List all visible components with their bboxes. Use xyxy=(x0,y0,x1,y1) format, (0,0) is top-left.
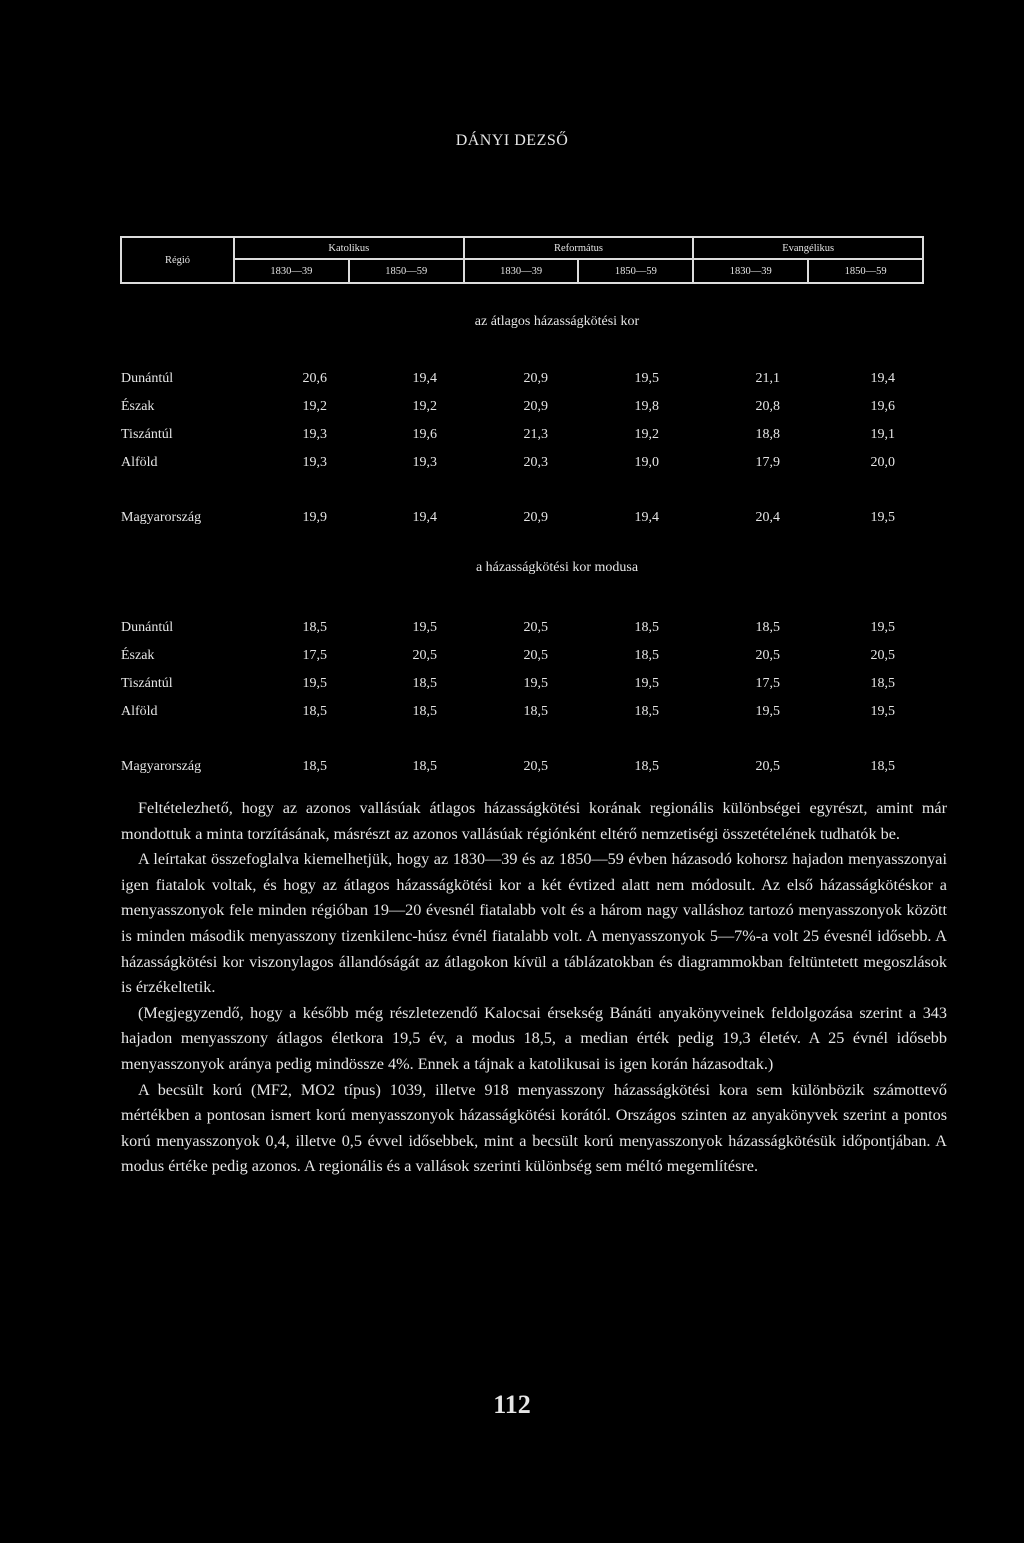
table-cell: 19,1 xyxy=(870,427,895,442)
section-title-average: az átlagos házasságkötési kor xyxy=(474,314,640,329)
table-cell: 18,5 xyxy=(302,620,327,635)
table-cell: 17,5 xyxy=(302,648,327,663)
table-cell: 19,5 xyxy=(870,620,895,635)
table-row-total xyxy=(0,759,1024,779)
paragraph: (Megjegyzendő, hogy a később még részletezendő Kalocsai érsekség Bánáti anyakönyveinek feldolgozása szerint a 343 hajadon menyasszony átlagos életkora 19,5 év, a modus 18,5, a median érték pedig 19,3 életév. A 25 évnél idősebb menyasszonyok aránya pedig mindössze 4%. Ennek a tájnak a katolikusai is igen korán házasodtak.) xyxy=(121,1003,947,1073)
period-header: 1830—39 xyxy=(234,259,349,283)
table-cell: 19,4 xyxy=(870,371,895,386)
region-label: Tiszántúl xyxy=(121,676,173,691)
table-cell: 19,6 xyxy=(870,399,895,414)
period-header: 1830—39 xyxy=(464,259,579,283)
table-cell: 18,5 xyxy=(634,648,659,663)
table-row-total xyxy=(0,510,1024,530)
table-cell: 18,5 xyxy=(302,704,327,719)
table-cell: 21,1 xyxy=(755,371,780,386)
table-cell: 18,5 xyxy=(755,620,780,635)
region-label: Észak xyxy=(121,648,155,663)
table-cell: 19,5 xyxy=(634,371,659,386)
table-cell: 19,9 xyxy=(302,510,327,525)
table-cell: 18,5 xyxy=(412,676,437,691)
table-row xyxy=(0,427,1024,447)
table-row xyxy=(0,455,1024,475)
running-head: DÁNYI DEZSŐ xyxy=(455,132,569,149)
group-header-reformatus: Református xyxy=(464,237,694,259)
section-title-mode: a házasságkötési kor modusa xyxy=(475,560,639,575)
page-number: 112 xyxy=(493,1390,531,1419)
table-row xyxy=(0,399,1024,419)
table-cell: 20,5 xyxy=(523,648,548,663)
table-cell: 20,6 xyxy=(302,371,327,386)
table-cell: 19,8 xyxy=(634,399,659,414)
table-cell: 21,3 xyxy=(523,427,548,442)
paragraph: A leírtakat összefoglalva kiemelhetjük, hogy az 1830—39 és az 1850—59 évben házasodó kohorsz hajadon menyasszonyai igen fiatalok voltak, és hogy az átlagos házasságkötési kor a két évtized alatt nem módosult. Az első házasságkötéskor a menyasszonyok fele minden régióban 19—20 évesnél fiatalabb volt és a három nagy valláshoz tartozó menyasszonyok között is minden második menyasszony tizenkilenc-húsz évnél fiatalabb volt. A menyasszonyok 5—7%-a volt 25 évesnél idősebb. A házasságkötési kor viszonylagos állandóságát az átlagokon kívül a táblázatokban és diagrammokban feltüntetett megoszlások is érzékeltetik. xyxy=(121,850,947,997)
table-cell: 19,4 xyxy=(634,510,659,525)
period-header: 1850—59 xyxy=(349,259,464,283)
table-cell: 18,8 xyxy=(755,427,780,442)
table-cell: 20,9 xyxy=(523,510,548,525)
table-row xyxy=(0,648,1024,668)
region-label: Dunántúl xyxy=(121,371,174,386)
table-cell: 18,5 xyxy=(634,704,659,719)
region-label: Magyarország xyxy=(121,759,202,774)
table-cell: 20,5 xyxy=(523,759,548,774)
table-cell: 20,0 xyxy=(870,455,895,470)
table-cell: 17,9 xyxy=(755,455,780,470)
table-cell: 19,2 xyxy=(634,427,659,442)
table-cell: 19,2 xyxy=(412,399,437,414)
table-cell: 18,5 xyxy=(412,759,437,774)
table-cell: 19,3 xyxy=(412,455,437,470)
region-label: Dunántúl xyxy=(121,620,174,635)
body-text xyxy=(121,796,947,1180)
table-cell: 19,4 xyxy=(412,371,437,386)
period-header: 1850—59 xyxy=(808,259,923,283)
table-cell: 20,9 xyxy=(523,371,548,386)
period-header: 1830—39 xyxy=(693,259,808,283)
table-cell: 19,4 xyxy=(412,510,437,525)
table-cell: 19,5 xyxy=(634,676,659,691)
table-header xyxy=(120,236,924,284)
region-label: Észak xyxy=(121,399,155,414)
table-cell: 20,9 xyxy=(523,399,548,414)
table-cell: 18,5 xyxy=(634,620,659,635)
table-cell: 20,3 xyxy=(523,455,548,470)
region-label: Magyarország xyxy=(121,510,202,525)
table-cell: 19,5 xyxy=(302,676,327,691)
table-cell: 18,5 xyxy=(634,759,659,774)
period-header: 1850—59 xyxy=(578,259,693,283)
group-header-evangelikus: Evangélikus xyxy=(693,237,923,259)
table-cell: 19,5 xyxy=(523,676,548,691)
table-cell: 19,5 xyxy=(870,510,895,525)
table-cell: 18,5 xyxy=(870,759,895,774)
table-cell: 17,5 xyxy=(755,676,780,691)
table-cell: 19,5 xyxy=(755,704,780,719)
table-cell: 18,5 xyxy=(302,759,327,774)
table-row xyxy=(0,704,1024,724)
table-cell: 20,5 xyxy=(870,648,895,663)
table-cell: 19,5 xyxy=(870,704,895,719)
table-cell: 20,8 xyxy=(755,399,780,414)
region-column-header: Régió xyxy=(121,237,234,283)
table-row xyxy=(0,371,1024,391)
table-cell: 20,5 xyxy=(755,759,780,774)
table-cell: 19,3 xyxy=(302,455,327,470)
table-cell: 19,5 xyxy=(412,620,437,635)
paragraph: Feltételezhető, hogy az azonos vallásúak átlagos házasságkötési korának regionális különbségei egyrészt, amint már mondottuk a minta torzításának, másrészt az azonos vallásúak régiónként eltérő nemzetiségi összetételének tudhatók be. xyxy=(121,799,947,843)
table-cell: 18,5 xyxy=(523,704,548,719)
table-cell: 19,2 xyxy=(302,399,327,414)
table-row xyxy=(0,620,1024,640)
table-cell: 20,5 xyxy=(523,620,548,635)
region-label: Alföld xyxy=(121,455,158,470)
table-cell: 18,5 xyxy=(870,676,895,691)
table-cell: 19,3 xyxy=(302,427,327,442)
group-header-katolikus: Katolikus xyxy=(234,237,464,259)
table-cell: 19,0 xyxy=(634,455,659,470)
region-label: Alföld xyxy=(121,704,158,719)
table-cell: 20,4 xyxy=(755,510,780,525)
paragraph: A becsült korú (MF2, MO2 típus) 1039, illetve 918 menyasszony házasságkötési kora sem különbözik számottevő mértékben a pontosan ismert korú menyasszonyok házasságkötési korától. Országos szinten az anyakönyvek szerint a pontos korú menyasszonyok 0,4, illetve 0,5 évvel idősebbek, mint a becsült korú menyasszonyok házasságkötésük időpontjában. A modus értéke pedig azonos. A regionális és a vallások szerinti különbség sem méltó megemlítésre. xyxy=(121,1080,947,1176)
table-cell: 18,5 xyxy=(412,704,437,719)
table-row xyxy=(0,676,1024,696)
table-cell: 20,5 xyxy=(755,648,780,663)
region-label: Tiszántúl xyxy=(121,427,173,442)
table-cell: 19,6 xyxy=(412,427,437,442)
table-cell: 20,5 xyxy=(412,648,437,663)
